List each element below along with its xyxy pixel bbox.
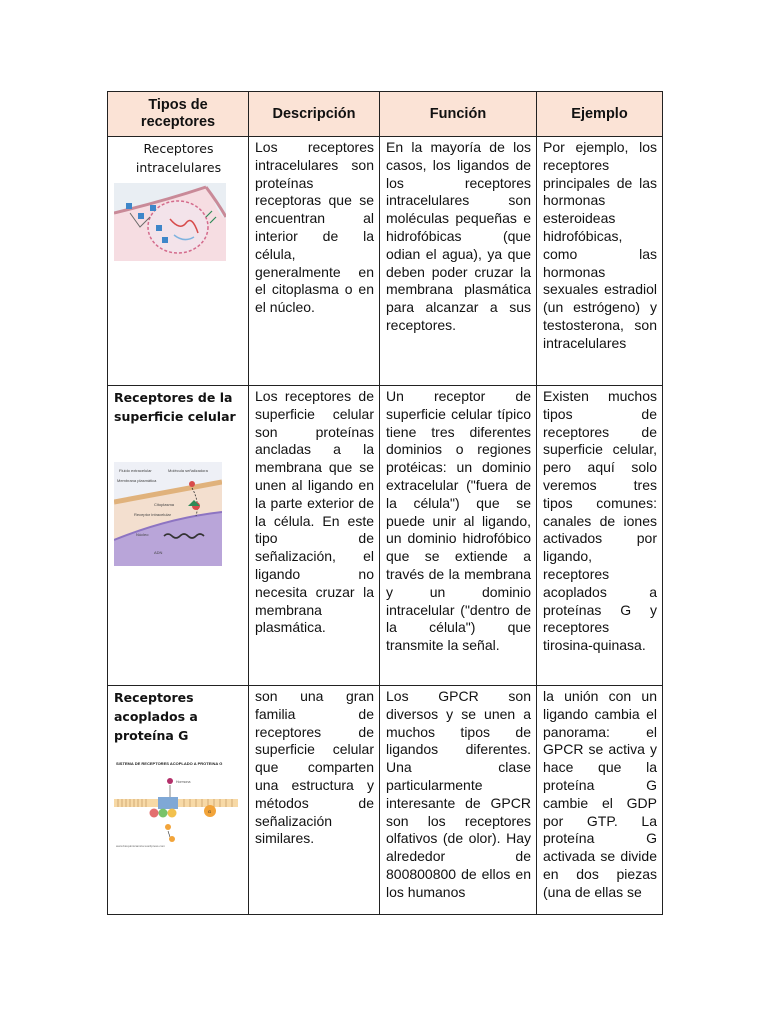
header-ejemplo: Ejemplo <box>537 92 663 137</box>
fig2-label-extracellular: Fluido extracelular <box>119 468 152 473</box>
type-name: Receptores acoplados a proteína G <box>114 690 198 743</box>
type-cell <box>108 137 249 386</box>
surface-receptor-figure <box>114 462 222 566</box>
fig2-label-nucleus: Núcleo <box>136 532 149 537</box>
example-cell: Por ejemplo, los receptores principales de las hormonas esteroideas hidrofóbicas, como las hormonas sexuales estradiol (un estrógeno) y testosterona, son intracelulares <box>537 137 663 386</box>
header-funcion: Función <box>380 92 537 137</box>
table-row <box>108 386 663 686</box>
type-cell <box>108 686 249 915</box>
function-cell: En la mayoría de los casos, los ligandos de los receptores intracelulares son moléculas pequeñas e hidrofóbicas (que odian el agua), ya que deben poder cruzar la membrana plasmática para alcanzar a sus receptores. <box>380 137 537 386</box>
fig3-credit: www.bioquimicamica.wordpress.com <box>116 844 166 848</box>
fig3-title: SISTEMA DE RECEPTORES ACOPLADO A PROTEINA G <box>116 761 223 766</box>
gpcr-figure <box>114 757 238 851</box>
table-row <box>108 137 663 386</box>
table-row <box>108 686 663 915</box>
fig2-label-dna: ADN <box>154 550 163 555</box>
fig3-label-g: G <box>208 809 212 814</box>
function-cell: Los GPCR son diversos y se unen a muchos tipos de ligandos diferentes. Una clase particularmente interesante de GPCR son los receptores olfativos (de olor). Hay alrededor de 800800800 de ellos en los humanos <box>380 686 537 915</box>
description-cell: Los receptores de superficie celular son proteínas ancladas a la membrana que se unen al ligando en la parte exterior de la célula. En este tipo de señalización, el ligando no necesita cruzar la membrana plasmática. <box>249 386 380 686</box>
example-cell: Existen muchos tipos de receptores de superficie celular, pero aquí solo veremos tres tipos comunes: canales de iones activados por ligando, receptores acoplados a proteínas G y receptores tirosina-quinasa. <box>537 386 663 686</box>
fig3-label-hormone: Hormona <box>176 780 191 784</box>
type-name: Receptores intracelulares <box>135 141 222 175</box>
fig2-label-cytoplasm: Citoplasma <box>154 502 175 507</box>
intracellular-receptor-figure <box>114 183 226 261</box>
description-cell: son una gran familia de receptores de superficie celular que comparten una estructura y métodos de señalización similares. <box>249 686 380 915</box>
header-descripcion: Descripción <box>249 92 380 137</box>
function-cell: Un receptor de superficie celular típico tiene tres diferentes dominios o regiones protéicas: un dominio extracelular ("fuera de la célula") que se puede unir al ligando, un dominio hidrofóbico que se extiende a través de la membrana y un dominio intracelular ("dentro de la célula") que transmite la señal. <box>380 386 537 686</box>
type-name: Receptores de la superficie celular <box>114 390 236 424</box>
fig2-label-receptor: Receptor intracelular <box>134 512 171 517</box>
fig2-label-membrane: Membrana plasmática <box>117 478 157 483</box>
example-cell: la unión con un ligando cambia el panorama: el GPCR se activa y hace que la proteína G cambie el GDP por GTP. La proteína G activada se divide en dos piezas (una de ellas se <box>537 686 663 915</box>
type-cell <box>108 386 249 686</box>
receptors-table <box>107 91 663 915</box>
fig2-label-signal-molecule: Molécula señalizadora <box>168 468 208 473</box>
description-cell: Los receptores intracelulares son proteínas receptoras que se encuentran al interior de la célula, generalmente en el citoplasma o en el núcleo. <box>249 137 380 386</box>
header-tipos: Tipos de receptores <box>108 92 249 137</box>
table-header-row <box>108 92 663 137</box>
